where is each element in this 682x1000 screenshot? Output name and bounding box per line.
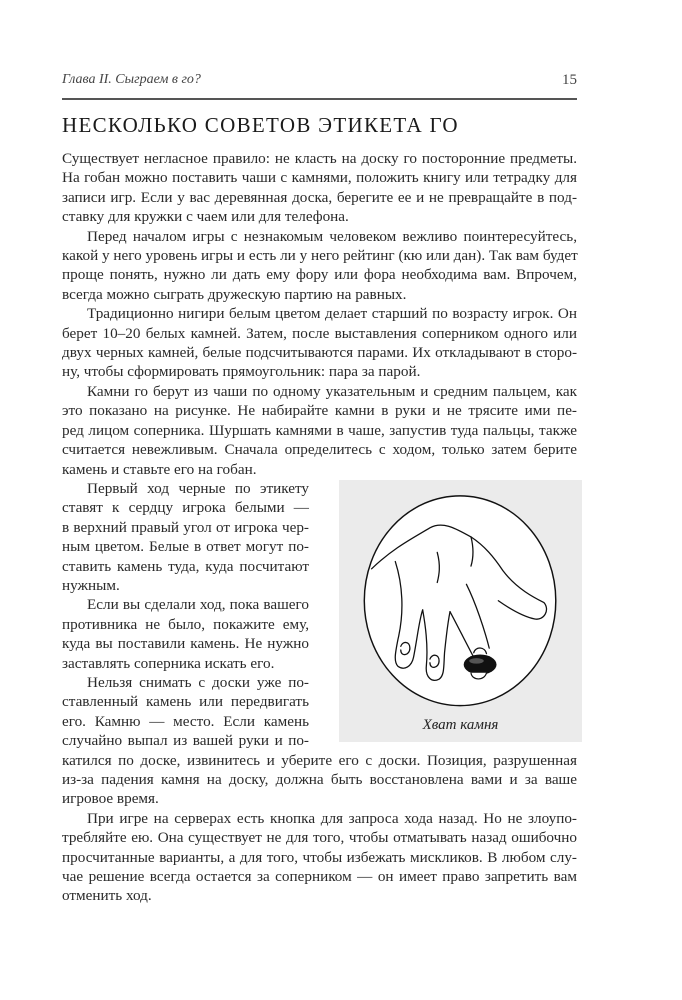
text-line: игровое время. — [62, 790, 159, 808]
text-line: просчитанные варианты, а для того, чтобы избежать мискликов. В любом слу- — [62, 848, 577, 866]
hand-holding-stone-illustration — [357, 484, 564, 712]
text-line: Существует негласное правило: не класть на доску го посторонние предметы. — [62, 150, 577, 167]
text-line: какой у него уровень игры и есть ли у него рейтинг (кю или дан). Так вам будет — [62, 247, 578, 265]
text-line: При игре на серверах есть кнопка для запроса хода назад. Но не злоупо- — [87, 809, 577, 827]
text-line: заставлять соперника искать его. — [62, 654, 275, 672]
text-line: в верхний правый угол от игрока чер- — [62, 518, 309, 536]
text-line: ставку для кружки с чаем или для телефона. — [62, 208, 349, 226]
text-line: ред лицом соперника. Шуршать камнями в чаше, запустив туда пальцы, также — [62, 421, 577, 439]
text-line: чае решение всегда остается за соперником — он имеет право запретить вам — [62, 868, 577, 886]
text-line: катился по доске, извинитесь и уберите его с доски. Позиция, разрушенная — [62, 751, 577, 769]
text-line: Если вы сделали ход, пока вашего — [87, 596, 309, 614]
text-line: камень и ставьте его на гобан. — [62, 460, 257, 478]
text-line: ставить камень туда, куда посчитают — [62, 557, 309, 575]
text-line: отменить ход. — [62, 887, 152, 905]
text-line: записи игр. Если у вас деревянная доска, берегите ее и не превращайте в под- — [62, 188, 577, 206]
text-line: это показано на рисунке. Не набирайте камни в руки и не трясите ими пе- — [62, 402, 577, 420]
text-line: ну, чтобы сформировать прямоугольник: пара за парой. — [62, 363, 421, 381]
text-line: проще понять, нужно ли дать ему фору или фора необходима вам. Впрочем, — [62, 266, 577, 284]
text-line: Камни го берут из чаши по одному указательным и средним пальцем, как — [87, 382, 577, 400]
text-line: Первый ход черные по этикету — [87, 479, 309, 497]
text-line: куда вы поставили камень. Не нужно — [62, 635, 309, 653]
section-title: НЕСКОЛЬКО СОВЕТОВ ЭТИКЕТА ГО — [62, 113, 459, 137]
text-line: из-за падения камня на доску, должна быть восстановлена вами и за ваше — [62, 771, 577, 788]
figure-stone-grip — [339, 480, 582, 742]
text-line: считается невежливым. Сначала определитесь с ходом, только затем берите — [62, 441, 577, 459]
text-line: Традиционно нигири белым цветом делает старший по возрасту игрок. Он — [87, 305, 577, 323]
header-rule — [62, 98, 577, 100]
text-line: всегда можно сыграть дружескую партию на равных. — [62, 285, 407, 303]
text-line: нужным. — [62, 576, 120, 594]
text-line: противника не было, покажите ему, — [62, 615, 309, 633]
figure-caption: Хват камня — [422, 717, 499, 733]
text-line: Нельзя снимать с доски уже по- — [87, 673, 309, 691]
text-line: ным цветом. Белые в ответ могут по- — [62, 538, 309, 556]
text-line: ставленный камень или передвигать — [62, 693, 309, 711]
text-line: На гобан можно поставить чаши с камнями, положить книгу или тетрадку для — [62, 169, 577, 187]
text-line: берет 10–20 белых камней. Затем, после выставления соперником одного или — [62, 324, 577, 342]
text-line: Перед началом игры с незнакомым человеком вежливо поинтересуйтесь, — [87, 227, 577, 245]
text-line: требляйте ею. Она существует не для того, чтобы отматывать назад ошибочно — [62, 829, 577, 847]
running-header-chapter: Глава II. Сыграем в го? — [62, 72, 201, 87]
text-line: ставят к сердцу игрока белыми — — [62, 499, 309, 517]
text-line: случайно выпал из вашей руки и по- — [62, 732, 309, 750]
text-line: двух черных камней, белые подсчитываются парами. Их откладывают в сторо- — [62, 344, 577, 362]
text-line: его. Камню — место. Если камень — [62, 712, 309, 730]
page-number: 15 — [562, 72, 577, 88]
